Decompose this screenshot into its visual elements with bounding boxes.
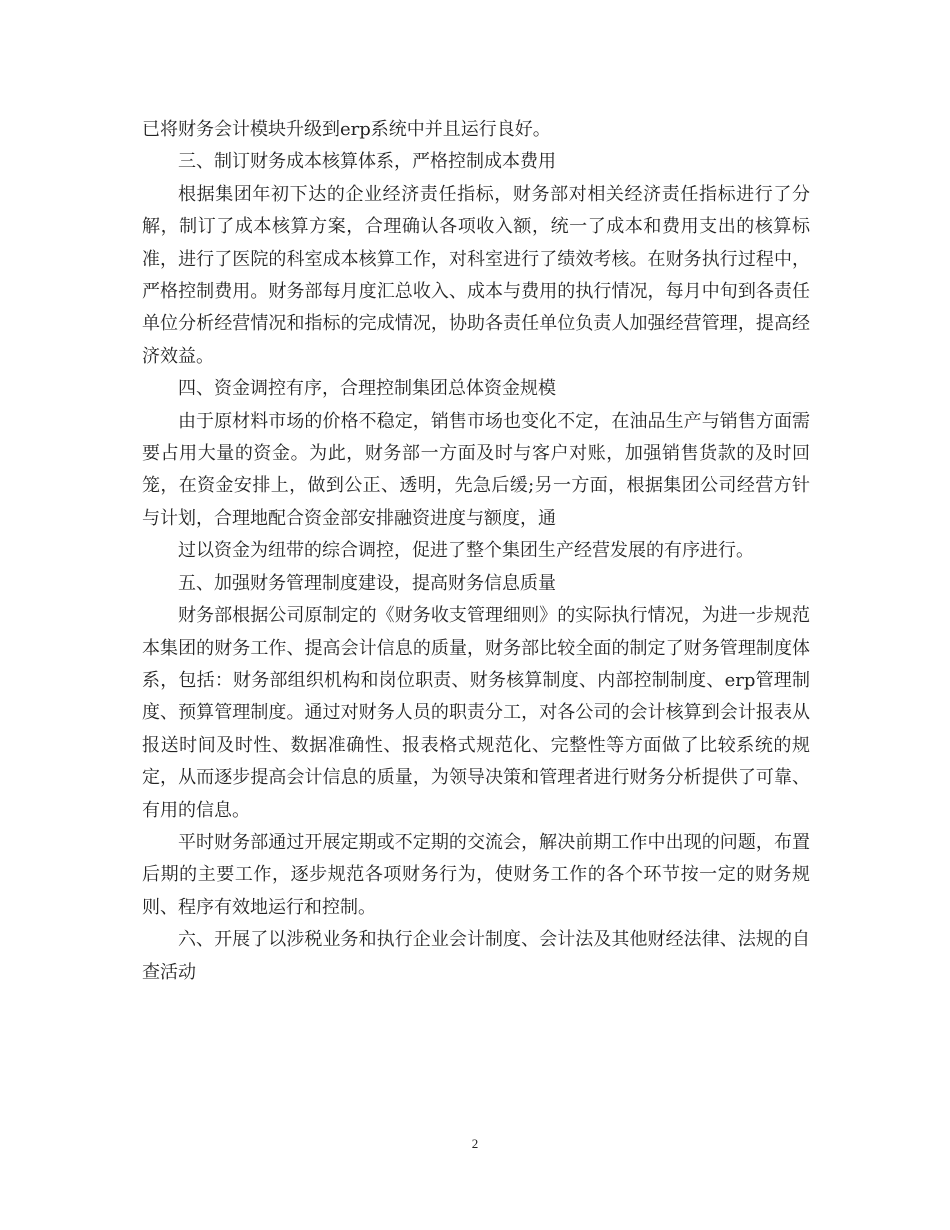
paragraph-erp-upgrade: 已将财务会计模块升级到erp系统中并且运行良好。 — [142, 119, 551, 140]
paragraph-fund-control: 由于原材料市场的价格不稳定，销售市场也变化不定，在油品生产与销售方面需要占用大量的资金。为此，财务部一方面及时与客户对账，加强销售货款的及时回笼，在资金安排上，做到公正、透明，先急后缓;另一方面，根据集团公司经营方针与计划，合理地配合资金部安排融资进度与额度，通 — [142, 410, 810, 529]
paragraph-exchange-meetings: 平时财务部通过开展定期或不定期的交流会，解决前期工作中出现的问题，布置后期的主要工作，逐步规范各项财务行为，使财务工作的各个环节按一定的财务规则、程序有效地运行和控制。 — [142, 831, 810, 918]
paragraph-management-system: 财务部根据公司原制定的《财务收支管理细则》的实际执行情况，为进一步规范本集团的财务工作、提高会计信息的质量，财务部比较全面的制定了财务管理制度体系，包括：财务部组织机构和岗位职责、财务核算制度、内部控制制度、erp管理制度、预算管理制度。通过对财务人员的职责分工，对各公司的会计核算到会计报表从报送时间及时性、数据准确性、报表格式规范化、完整性等方面做了比较系统的规定，从而逐步提高会计信息的质量，为领导决策和管理者进行财务分析提供了可靠、有用的信息。 — [142, 605, 810, 821]
heading-fund-control: 四、资金调控有序，合理控制集团总体资金规模 — [178, 378, 556, 400]
page-number: 2 — [471, 1136, 479, 1151]
heading-management-system: 五、加强财务管理制度建设，提高财务信息质量 — [178, 572, 556, 594]
paragraph-fund-control-continued: 过以资金为纽带的综合调控，促进了整个集团生产经营发展的有序进行。 — [178, 540, 754, 562]
document-body — [142, 114, 810, 989]
heading-self-inspection: 六、开展了以涉税业务和执行企业会计制度、会计法及其他财经法律、法规的自查活动 — [142, 929, 810, 983]
heading-cost-accounting: 三、制订财务成本核算体系，严格控制成本费用 — [178, 151, 556, 173]
paragraph-cost-accounting: 根据集团年初下达的企业经济责任指标，财务部对相关经济责任指标进行了分解，制订了成本核算方案，合理确认各项收入额，统一了成本和费用支出的核算标准，进行了医院的科室成本核算工作，对科室进行了绩效考核。在财务执行过程中，严格控制费用。财务部每月度汇总收入、成本与费用的执行情况，每月中旬到各责任单位分析经营情况和指标的完成情况，协助各责任单位负责人加强经营管理，提高经济效益。 — [142, 183, 810, 367]
